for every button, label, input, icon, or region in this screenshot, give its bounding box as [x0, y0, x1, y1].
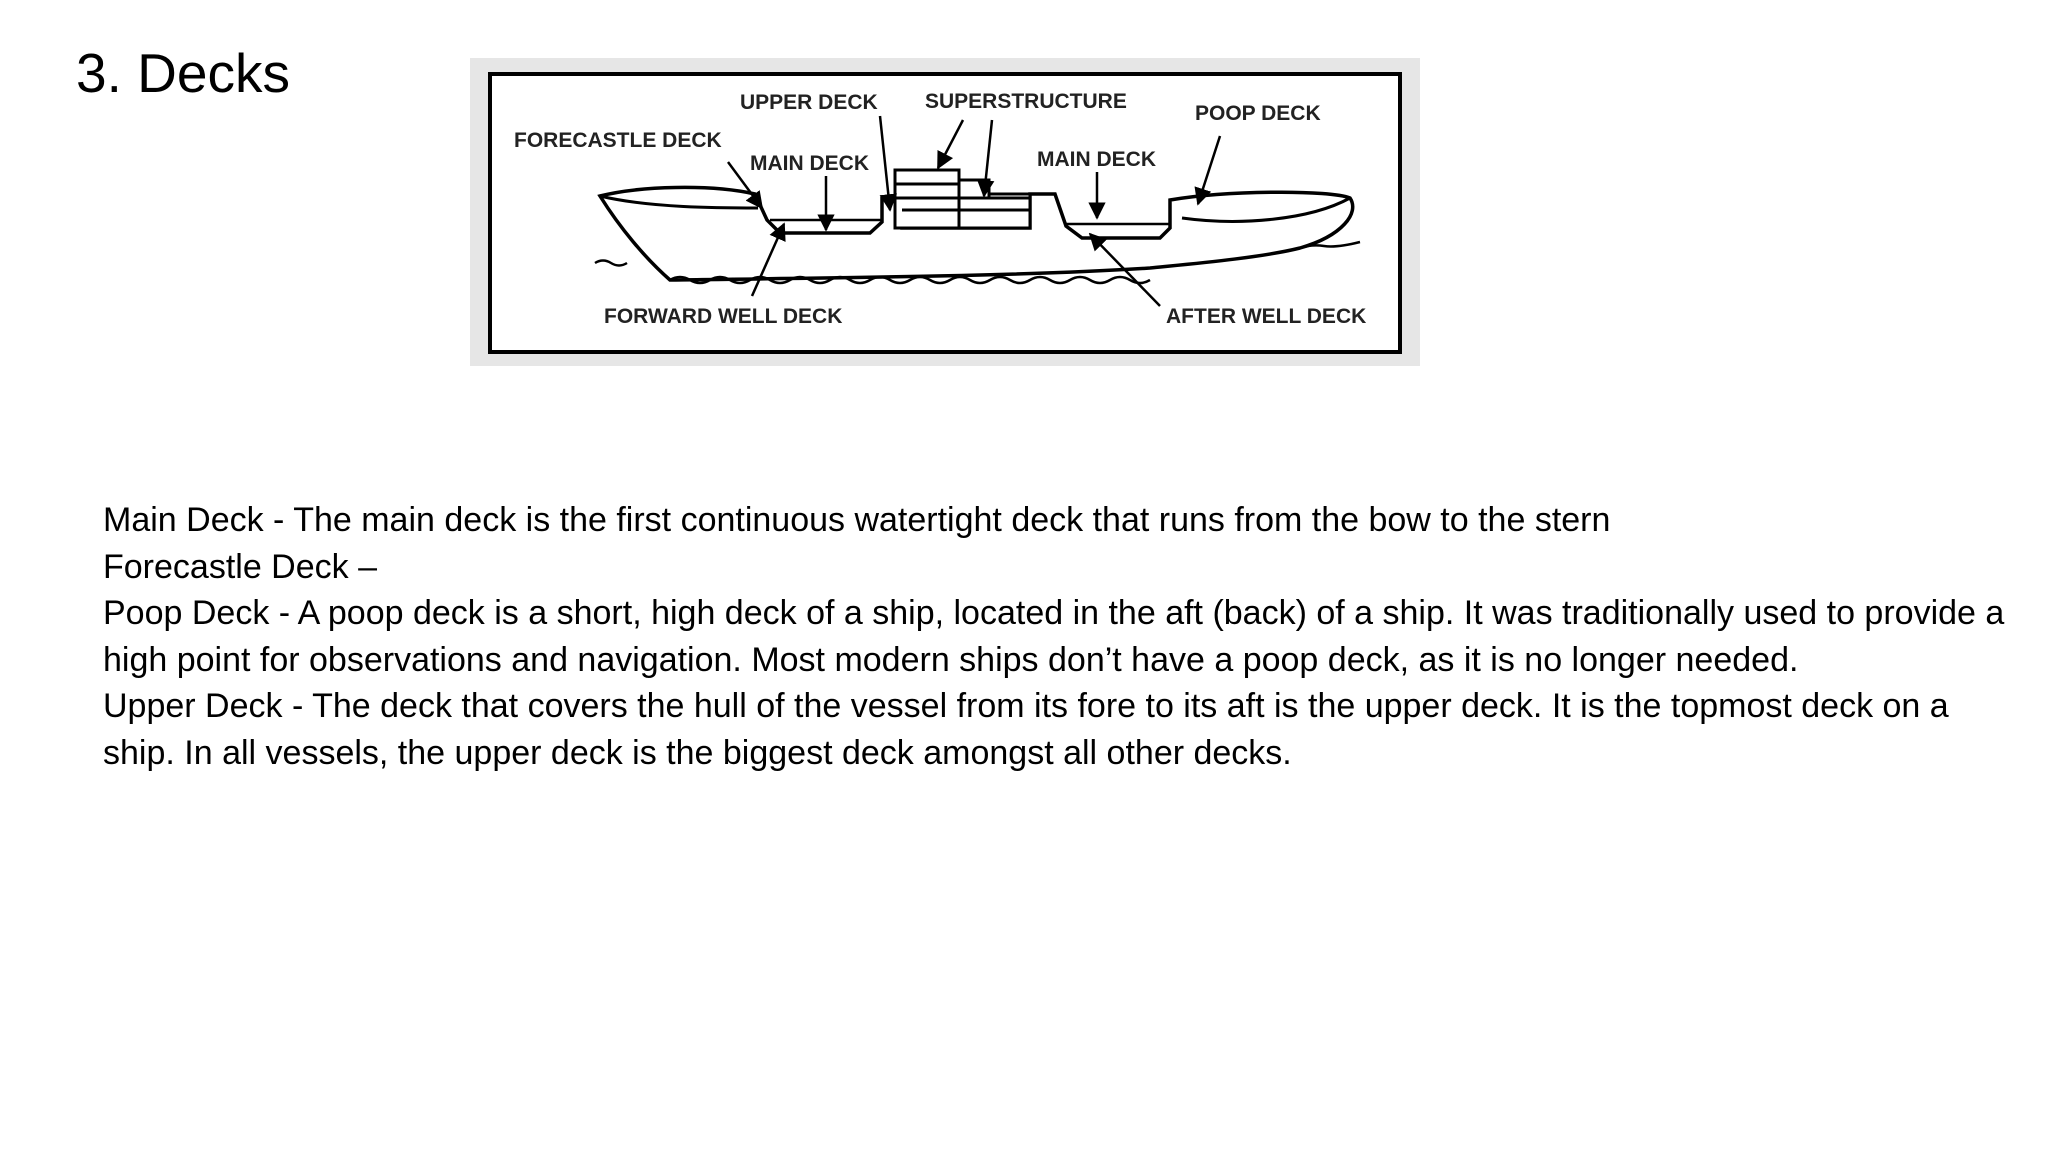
- label-upper-deck: UPPER DECK: [740, 91, 878, 114]
- ship-decks-svg: [470, 58, 1420, 366]
- slide-title: 3. Decks: [76, 42, 290, 104]
- label-main-deck-fwd: MAIN DECK: [750, 152, 869, 175]
- label-forward-well-deck: FORWARD WELL DECK: [604, 305, 843, 328]
- label-main-deck-aft: MAIN DECK: [1037, 148, 1156, 171]
- paragraph-upper-deck: Upper Deck - The deck that covers the hull of the vessel from its fore to its aft is the upper deck. It is the topmost deck on a ship. In all vessels, the upper deck is the biggest deck amongst all other decks.: [103, 687, 1949, 772]
- paragraph-forecastle-deck: Forecastle Deck –: [103, 547, 377, 586]
- label-poop-deck: POOP DECK: [1195, 102, 1321, 125]
- deck-definitions: [103, 497, 2013, 776]
- label-forecastle-deck: FORECASTLE DECK: [514, 129, 722, 152]
- paragraph-poop-deck: Poop Deck - A poop deck is a short, high deck of a ship, located in the aft (back) of a ship. It was traditionally used to provide a high point for observations and navigation. Most modern ships don’t have a poop deck, as it is no longer needed.: [103, 594, 2005, 679]
- label-superstructure: SUPERSTRUCTURE: [925, 90, 1127, 113]
- ship-decks-diagram: [470, 58, 1420, 366]
- label-after-well-deck: AFTER WELL DECK: [1166, 305, 1367, 328]
- paragraph-main-deck: Main Deck - The main deck is the first continuous watertight deck that runs from the bow to the stern: [103, 501, 1611, 539]
